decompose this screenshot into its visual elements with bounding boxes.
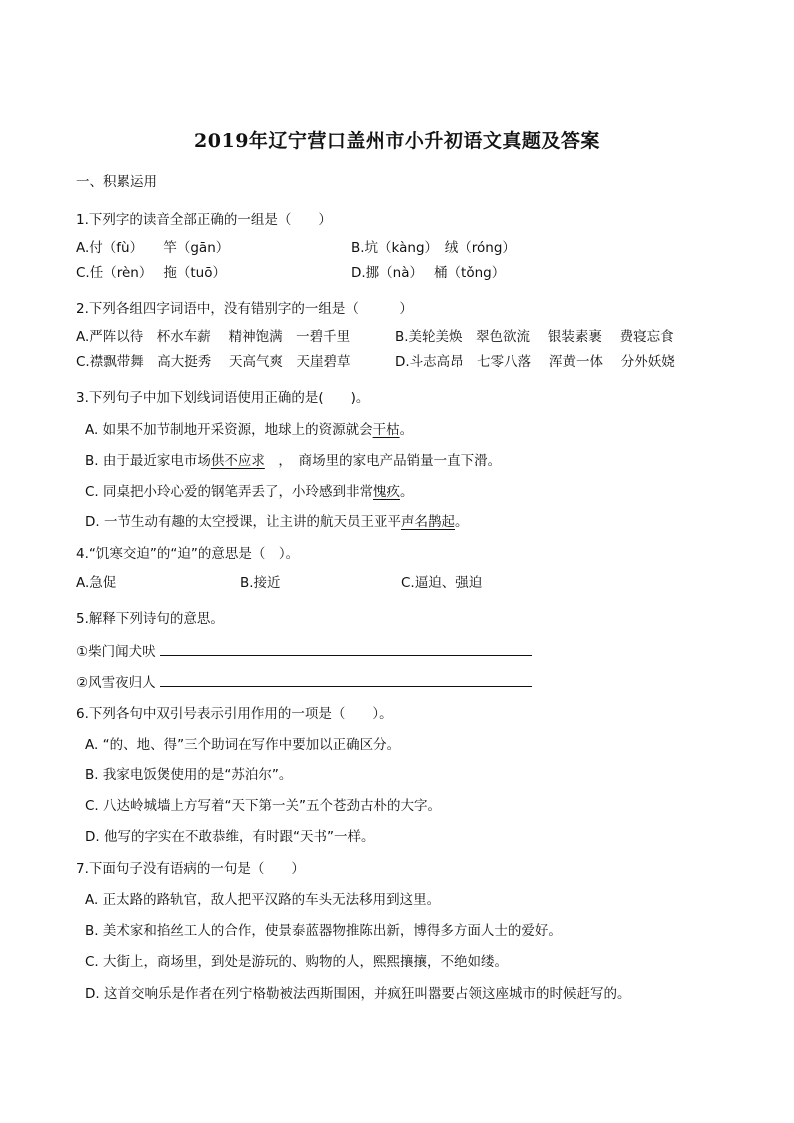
q7-option-b: B. 美术家和掐丝工人的合作，使景泰蓝器物推陈出新，博得多方面人士的爱好。 (85, 923, 562, 939)
q1-option-a: A.付（fù） 竿（gān） (76, 240, 230, 256)
q2-option-b: B.美轮美焕 翠色欲流 银装素裹 费寝忘食 (395, 329, 674, 345)
q6-option-d: D. 他写的字实在不敢恭维，有时跟“天书”一样。 (85, 829, 375, 845)
q6-stem: 6.下列各句中双引号表示引用作用的一项是（ ）。 (76, 706, 393, 722)
q3-option-b (85, 452, 501, 470)
q4-option-b: B.接近 (240, 575, 281, 591)
q6-option-b: B. 我家电饭煲使用的是“苏泊尔”。 (85, 767, 293, 783)
q1-option-d: D.挪（nà） 桶（tǒng） (351, 265, 506, 281)
q4-option-c: C.逼迫、强迫 (401, 575, 483, 591)
q5-stem: 5.解释下列诗句的意思。 (76, 611, 224, 627)
q5-line-2 (76, 672, 532, 692)
q2-option-d: D.斗志高昂 七零八落 浑黄一体 分外妖娆 (395, 354, 675, 370)
q2-option-c: C.襟飘带舞 高大挺秀 天高气爽 天崖碧草 (76, 354, 351, 370)
q6-option-a: A. “的、地、得”三个助词在写作中要加以正确区分。 (85, 737, 401, 753)
q5-line-2-text: ②风雪夜归人 (76, 675, 156, 691)
q3-stem: 3.下列句子中加下划线词语使用正确的是( )。 (76, 390, 370, 406)
q3-option-d (85, 513, 468, 531)
q5-line-1-text: ①柴门闻犬吠 (76, 644, 156, 660)
q2-option-a: A.严阵以待 杯水车薪 精神饱满 一碧千里 (76, 329, 351, 345)
q3-option-b-end: ， 商场里的家电产品销量一直下滑。 (264, 453, 502, 469)
answer-blank[interactable] (160, 641, 532, 656)
q2-stem: 2.下列各组四字词语中，没有错别字的一组是（ ） (76, 301, 413, 317)
q3-option-d-end: 。 (454, 514, 469, 530)
q1-option-c: C.任（rèn） 拖（tuō） (76, 265, 226, 281)
q3-option-a-text: A. 如果不加节制地开采资源，地球上的资源就会 (85, 422, 373, 438)
q4-option-a: A.急促 (76, 575, 117, 591)
q1-stem: 1.下列字的读音全部正确的一组是（ ） (76, 212, 332, 228)
q3-option-a-end: 。 (399, 422, 414, 438)
q3-option-c-underlined: 愧疚 (373, 484, 401, 500)
section-heading: 一、积累运用 (76, 174, 157, 190)
q7-option-a: A. 正太路的路轨官，敌人把平汉路的车头无法移用到这里。 (85, 892, 441, 908)
q3-option-b-text: B. 由于最近家电市场 (85, 453, 211, 469)
q4-stem: 4.“饥寒交迫”的“迫”的意思是（ ）。 (76, 546, 300, 562)
q3-option-a-underlined: 干枯 (372, 422, 400, 438)
q3-option-b-underlined: 供不应求 (210, 453, 265, 469)
q5-line-1 (76, 641, 532, 661)
page-title: 2019年辽宁营口盖州市小升初语文真题及答案 (194, 130, 600, 152)
q7-option-c: C. 大街上，商场里，到处是游玩的、购物的人，熙熙攘攘，不绝如缕。 (85, 954, 509, 970)
q1-option-b: B.坑（kàng） 绒（róng） (351, 240, 516, 256)
q3-option-c-text: C. 同桌把小玲心爱的钢笔弄丢了，小玲感到非常 (85, 484, 374, 500)
q7-stem: 7.下面句子没有语病的一句是（ ） (76, 861, 305, 877)
q6-option-c: C. 八达岭城墙上方写着“天下第一关”五个苍劲古朴的大字。 (85, 798, 441, 814)
q3-option-a (85, 421, 413, 439)
q3-option-d-underlined: 声名鹊起 (400, 514, 455, 530)
q3-option-d-text: D. 一节生动有趣的太空授课，让主讲的航天员王亚平 (85, 514, 401, 530)
q3-option-c-end: 。 (400, 484, 414, 500)
answer-blank[interactable] (160, 672, 532, 687)
q3-option-c (85, 483, 414, 501)
q7-option-d: D. 这首交响乐是作者在列宁格勒被法西斯围困，并疯狂叫嚣要占领这座城市的时候赶写的。 (85, 986, 631, 1002)
